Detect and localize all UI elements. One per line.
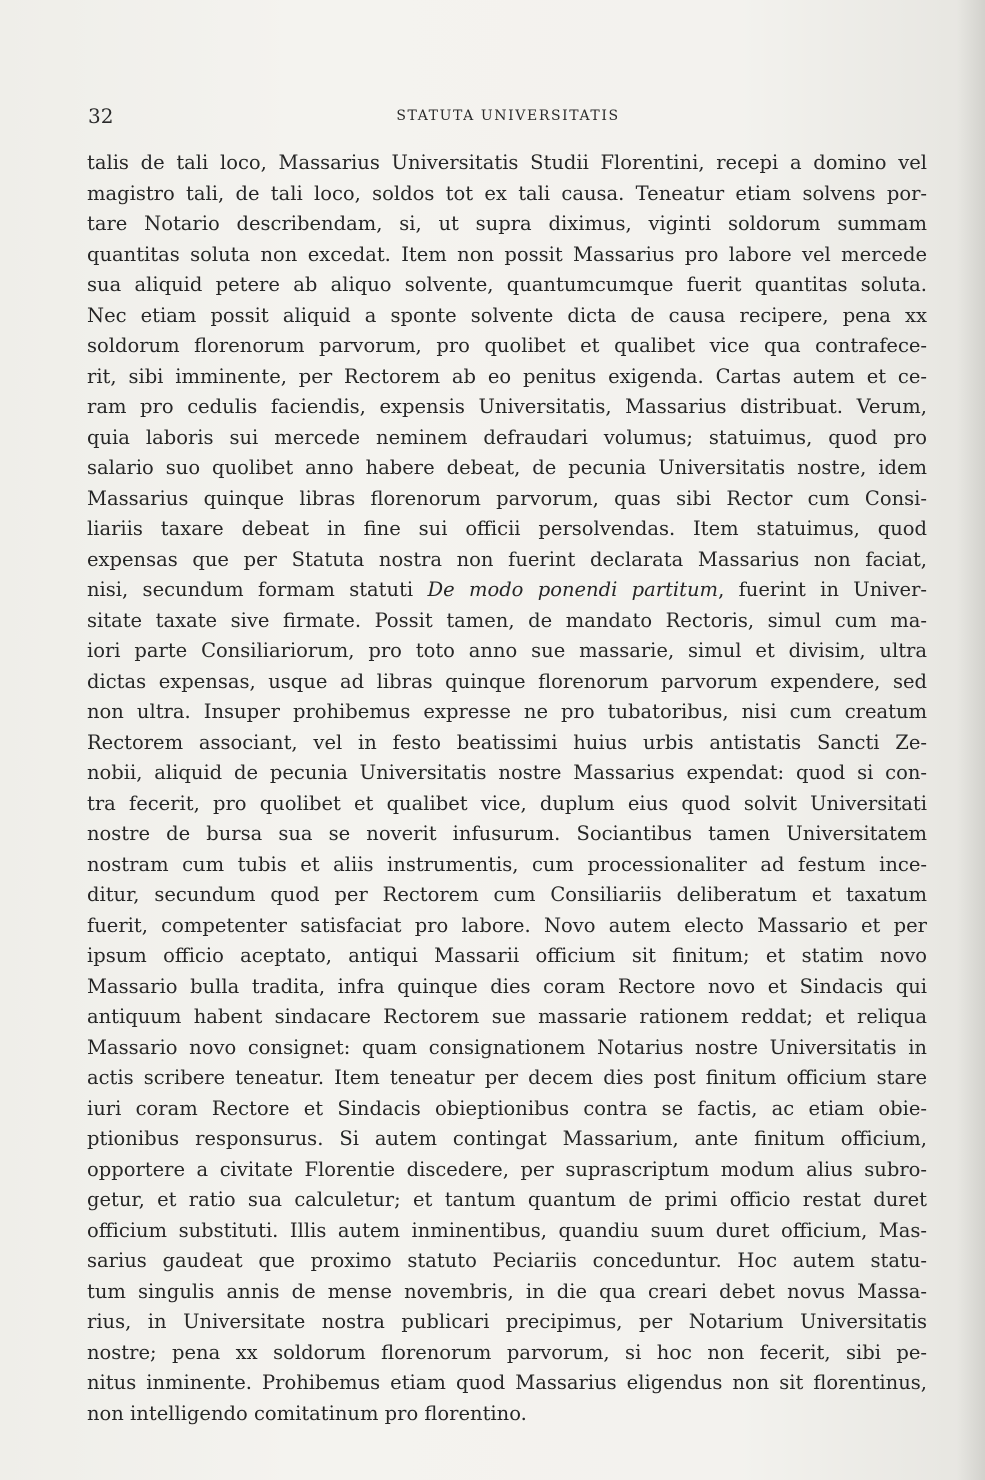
text-line: tare Notario describendam, si, ut supra diximus, viginti soldorum summam [87,212,927,235]
text-line: nitus inminente. Prohibemus etiam quod Massarius eligendus non sit florentinus, [87,1371,927,1394]
text-line: nostre de bursa sua se noverit infusurum. Sociantibus tamen Universitatem [87,822,927,845]
text-line: nostre; pena xx soldorum florenorum parvorum, si hoc non fecerit, sibi pe- [87,1340,927,1364]
text-line: antiquum habent sindacare Rectorem sue massarie rationem reddat; et reliqua [87,1005,927,1028]
text-segment: , fuerint in Univer- [718,578,927,601]
text-line: nobii, aliquid de pecunia Universitatis nostre Massarius expendat: quod si con- [87,761,927,784]
page-number: 32 [88,104,114,128]
text-line: sarius gaudeat que proximo statuto Peciariis conceduntur. Hoc autem statu- [87,1249,927,1272]
text-line: quia laboris sui mercede neminem defraudari volumus; statuimus, quod pro [87,425,927,449]
text-line: Massario novo consignet: quam consignationem Notarius nostre Universitatis in [87,1035,927,1059]
text-line: quantitas soluta non excedat. Item non possit Massarius pro labore vel mercede [87,242,927,266]
text-line: iuri coram Rectore et Sindacis obieptionibus contra se factis, ac etiam obie- [87,1096,927,1120]
body-text [87,148,927,1429]
text-line: Rectorem associant, vel in festo beatissimi huius urbis antistatis Sancti Ze- [87,730,927,754]
statute-title: De modo ponendi partitum [427,578,719,601]
running-title: STATUTA UNIVERSITATIS [396,108,620,124]
text-line: soldorum florenorum parvorum, pro quolibet et qualibet vice qua contrafece- [87,334,927,357]
text-line: tum singulis annis de mense novembris, in die qua creari debet novus Massa- [87,1279,927,1303]
text-line: rius, in Universitate nostra publicari precipimus, per Notarium Universitatis [87,1310,927,1333]
text-line: getur, et ratio sua calculetur; et tantum quantum de primi officio restat duret [87,1188,927,1211]
text-line: tra fecerit, pro quolibet et qualibet vice, duplum eius quod solvit Universitati [87,791,927,815]
text-line: non ultra. Insuper prohibemus expresse ne pro tubatoribus, nisi cum creatum [87,700,927,723]
text-line: sua aliquid petere ab aliquo solvente, quantumcumque fuerit quantitas soluta. [87,273,927,296]
text-line: ditur, secundum quod per Rectorem cum Consiliariis deliberatum et taxatum [87,883,927,906]
text-line: ipsum officio aceptato, antiqui Massarii officium sit finitum; et statim novo [87,944,927,967]
text-line: expensas que per Statuta nostra non fuerint declarata Massarius non faciat, [87,547,927,571]
text-line: salario suo quolibet anno habere debeat, de pecunia Universitatis nostre, idem [87,456,927,479]
text-line: talis de tali loco, Massarius Universitatis Studii Florentini, recepi a domino vel [87,151,927,174]
text-line: fuerit, competenter satisfaciat pro labore. Novo autem electo Massario et per [87,913,927,937]
text-line: sitate taxate sive firmate. Possit tamen, de mandato Rectoris, simul cum ma- [87,608,927,632]
text-line: officium substituti. Illis autem inminentibus, quandiu suum duret officium, Mas- [87,1218,927,1242]
text-line: Massarius quinque libras florenorum parvorum, quas sibi Rector cum Consi- [87,486,927,510]
text-line: Nec etiam possit aliquid a sponte solvente dicta de causa recipere, pena xx [87,303,927,327]
text-line: magistro tali, de tali loco, soldos tot ex tali causa. Teneatur etiam solvens por- [87,181,927,205]
text-line: ptionibus responsurus. Si autem contingat Massarium, ante finitum officium, [87,1127,927,1150]
text-line: non intelligendo comitatinum pro florentino. [87,1401,527,1425]
text-line: rit, sibi imminente, per Rectorem ab eo penitus exigenda. Cartas autem et ce- [87,364,927,388]
text-line-with-title [87,575,927,606]
text-line: dictas expensas, usque ad libras quinque florenorum parvorum expendere, sed [87,669,927,693]
text-line: iori parte Consiliariorum, pro toto anno sue massarie, simul et divisim, ultra [87,639,927,662]
text-line: nostram cum tubis et aliis instrumentis, cum processionaliter ad festum ince- [87,852,927,876]
text-line: liariis taxare debeat in fine sui officii persolvendas. Item statuimus, quod [87,517,927,540]
text-line: actis scribere teneatur. Item teneatur per decem dies post finitum officium stare [87,1066,927,1089]
text-line: ram pro cedulis faciendis, expensis Universitatis, Massarius distribuat. Verum, [87,395,927,418]
text-line: Massario bulla tradita, infra quinque dies coram Rectore novo et Sindacis qui [87,974,927,998]
text-segment: nisi, secundum formam statuti [87,578,428,601]
text-line: opportere a civitate Florentie discedere, per suprascriptum modum alius subro- [87,1157,927,1181]
running-head [88,104,928,134]
